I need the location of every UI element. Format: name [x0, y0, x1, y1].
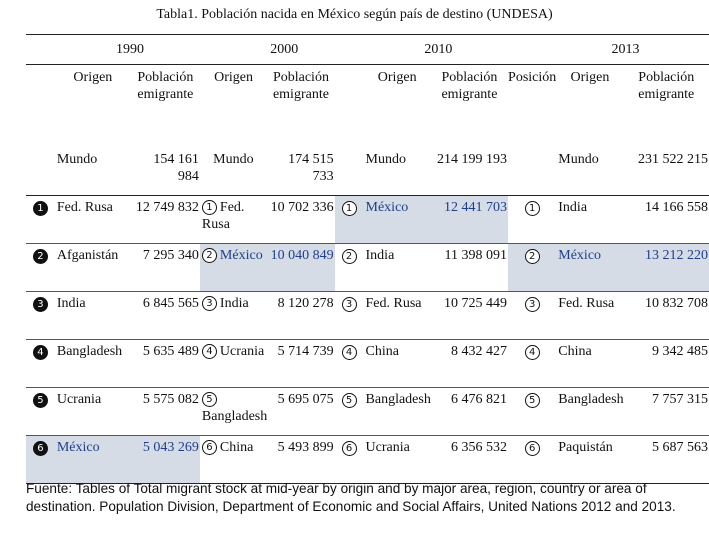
- country-name: Fed. Rusa: [201, 200, 245, 232]
- rank-circle-icon: 1: [33, 201, 48, 216]
- mundo-label-2013: Mundo: [558, 152, 599, 167]
- rank-circle-icon: 1: [342, 201, 357, 216]
- rank-cell-2010: [335, 196, 364, 244]
- country-1990: India: [55, 292, 131, 340]
- table-row: [26, 196, 709, 244]
- rank-circle-icon: 5: [525, 393, 540, 408]
- table-row: [26, 388, 709, 436]
- rank-circle-icon: 4: [33, 345, 48, 360]
- country-name: China: [219, 440, 254, 455]
- rank-cell-1990: [26, 388, 55, 436]
- population-2013: 13 212 220: [624, 244, 709, 292]
- population-1990: 7 295 340: [131, 244, 200, 292]
- rank-cell-2013: [508, 196, 556, 244]
- population-2013: 7 757 315: [624, 388, 709, 436]
- population-2000: 10 040 849: [267, 244, 334, 292]
- header-origen-2013: Origen: [570, 70, 610, 85]
- population-2000: 5 714 739: [267, 340, 334, 388]
- population-2010: 11 398 091: [431, 244, 508, 292]
- mundo-label-2000: Mundo: [213, 152, 254, 167]
- country-name: Bangladesh: [201, 409, 268, 424]
- population-2010: 8 432 427: [431, 340, 508, 388]
- country-2010: Ucrania: [364, 436, 431, 484]
- country-2010: China: [364, 340, 431, 388]
- rank-circle-icon: 3: [342, 297, 357, 312]
- table-row: [26, 244, 709, 292]
- year-2013: 2013: [508, 35, 709, 65]
- year-2000: 2000: [200, 35, 335, 65]
- ranking-rows: [26, 196, 709, 484]
- population-2010: 6 476 821: [431, 388, 508, 436]
- rank-cell-1990: [26, 340, 55, 388]
- header-poblacion-2000: Población emigrante: [272, 70, 329, 102]
- year-1990: 1990: [26, 35, 200, 65]
- population-2000: 5 695 075: [267, 388, 334, 436]
- population-1990: 5 635 489: [131, 340, 200, 388]
- table-row: [26, 292, 709, 340]
- country-2010: India: [364, 244, 431, 292]
- country-2013: India: [556, 196, 623, 244]
- population-2010: 12 441 703: [431, 196, 508, 244]
- country-1990: México: [55, 436, 131, 484]
- rank-circle-icon: 3: [33, 297, 48, 312]
- header-poblacion-2010: Población emigrante: [441, 70, 498, 102]
- rank-circle-icon: 4: [202, 344, 217, 359]
- rank-cell-1990: [26, 244, 55, 292]
- rank-cell-2013: [508, 292, 556, 340]
- year-header-row: [26, 35, 709, 65]
- country-name: Ucrania: [219, 344, 265, 359]
- population-2013: 5 687 563: [624, 436, 709, 484]
- country-2013: Fed. Rusa: [556, 292, 623, 340]
- rank-circle-icon: 4: [525, 345, 540, 360]
- population-1990: 12 749 832: [131, 196, 200, 244]
- rank-circle-icon: 5: [202, 392, 217, 407]
- rank-circle-icon: 2: [525, 249, 540, 264]
- rank-cell-2013: [508, 388, 556, 436]
- country-name: México: [219, 248, 263, 263]
- rank-cell-2010: [335, 436, 364, 484]
- rank-circle-icon: 4: [342, 345, 357, 360]
- population-2013: 14 166 558: [624, 196, 709, 244]
- country-2000: [200, 292, 267, 340]
- rank-circle-icon: 1: [525, 201, 540, 216]
- rank-circle-icon: 6: [33, 441, 48, 456]
- rank-cell-2010: [335, 244, 364, 292]
- rank-circle-icon: 1: [202, 200, 217, 215]
- country-2000: [200, 436, 267, 484]
- country-2010: Fed. Rusa: [364, 292, 431, 340]
- population-1990: 6 845 565: [131, 292, 200, 340]
- migration-table: [26, 34, 709, 484]
- country-2013: China: [556, 340, 623, 388]
- rank-circle-icon: 5: [33, 393, 48, 408]
- rank-cell-2013: [508, 340, 556, 388]
- header-poblacion-2013: Población emigrante: [638, 70, 695, 102]
- population-2000: 8 120 278: [267, 292, 334, 340]
- rank-circle-icon: 3: [202, 296, 217, 311]
- population-2013: 9 342 485: [624, 340, 709, 388]
- population-2013: 10 832 708: [624, 292, 709, 340]
- rank-circle-icon: 2: [33, 249, 48, 264]
- mundo-label-2010: Mundo: [365, 152, 406, 167]
- country-2000: [200, 196, 267, 244]
- population-2000: 5 493 899: [267, 436, 334, 484]
- country-2013: Paquistán: [556, 436, 623, 484]
- mundo-value-1990: 154 161 984: [153, 152, 199, 184]
- mundo-value-2013: 231 522 215: [638, 152, 708, 167]
- rank-circle-icon: 6: [202, 440, 217, 455]
- rank-cell-2010: [335, 340, 364, 388]
- population-2000: 10 702 336: [267, 196, 334, 244]
- header-poblacion-1990: Población emigrante: [137, 70, 194, 102]
- rank-cell-2010: [335, 388, 364, 436]
- country-1990: Ucrania: [55, 388, 131, 436]
- country-2010: Bangladesh: [364, 388, 431, 436]
- header-origen-2010: Origen: [377, 70, 417, 85]
- table-title: Tabla1. Población nacida en México según país de destino (UNDESA): [156, 7, 553, 22]
- country-2000: [200, 340, 267, 388]
- header-origen-1990: Origen: [73, 70, 113, 85]
- population-2010: 10 725 449: [431, 292, 508, 340]
- country-2000: [200, 388, 267, 436]
- table-row: [26, 436, 709, 484]
- rank-circle-icon: 3: [525, 297, 540, 312]
- rank-circle-icon: 6: [342, 441, 357, 456]
- population-1990: 5 043 269: [131, 436, 200, 484]
- mundo-value-2000: 174 515 733: [288, 152, 334, 184]
- population-1990: 5 575 082: [131, 388, 200, 436]
- country-1990: Fed. Rusa: [55, 196, 131, 244]
- column-header-row: [26, 65, 709, 149]
- rank-circle-icon: 5: [342, 393, 357, 408]
- rank-circle-icon: 2: [202, 248, 217, 263]
- country-2013: México: [556, 244, 623, 292]
- population-2010: 6 356 532: [431, 436, 508, 484]
- country-1990: Bangladesh: [55, 340, 131, 388]
- country-2010: México: [364, 196, 431, 244]
- rank-cell-1990: [26, 196, 55, 244]
- rank-cell-2010: [335, 292, 364, 340]
- year-2010: 2010: [335, 35, 508, 65]
- mundo-value-2010: 214 199 193: [437, 152, 508, 167]
- rank-cell-2013: [508, 436, 556, 484]
- country-2013: Bangladesh: [556, 388, 623, 436]
- rank-cell-1990: [26, 436, 55, 484]
- source-note: Fuente: Tables of Total migrant stock at mid-year by origin and by major area, region, country or area of destination. Population Division, Department of Economic and Social Affairs, United Nations 2012 and 2013.: [26, 481, 676, 514]
- mundo-row: [26, 148, 709, 196]
- header-origen-2000: Origen: [214, 70, 254, 85]
- country-2000: [200, 244, 267, 292]
- rank-circle-icon: 6: [525, 441, 540, 456]
- rank-circle-icon: 2: [342, 249, 357, 264]
- country-name: India: [219, 296, 249, 311]
- country-1990: Afganistán: [55, 244, 131, 292]
- rank-cell-1990: [26, 292, 55, 340]
- header-posicion: Posición: [508, 70, 557, 85]
- rank-cell-2013: [508, 244, 556, 292]
- mundo-label-1990: Mundo: [56, 152, 98, 167]
- table-row: [26, 340, 709, 388]
